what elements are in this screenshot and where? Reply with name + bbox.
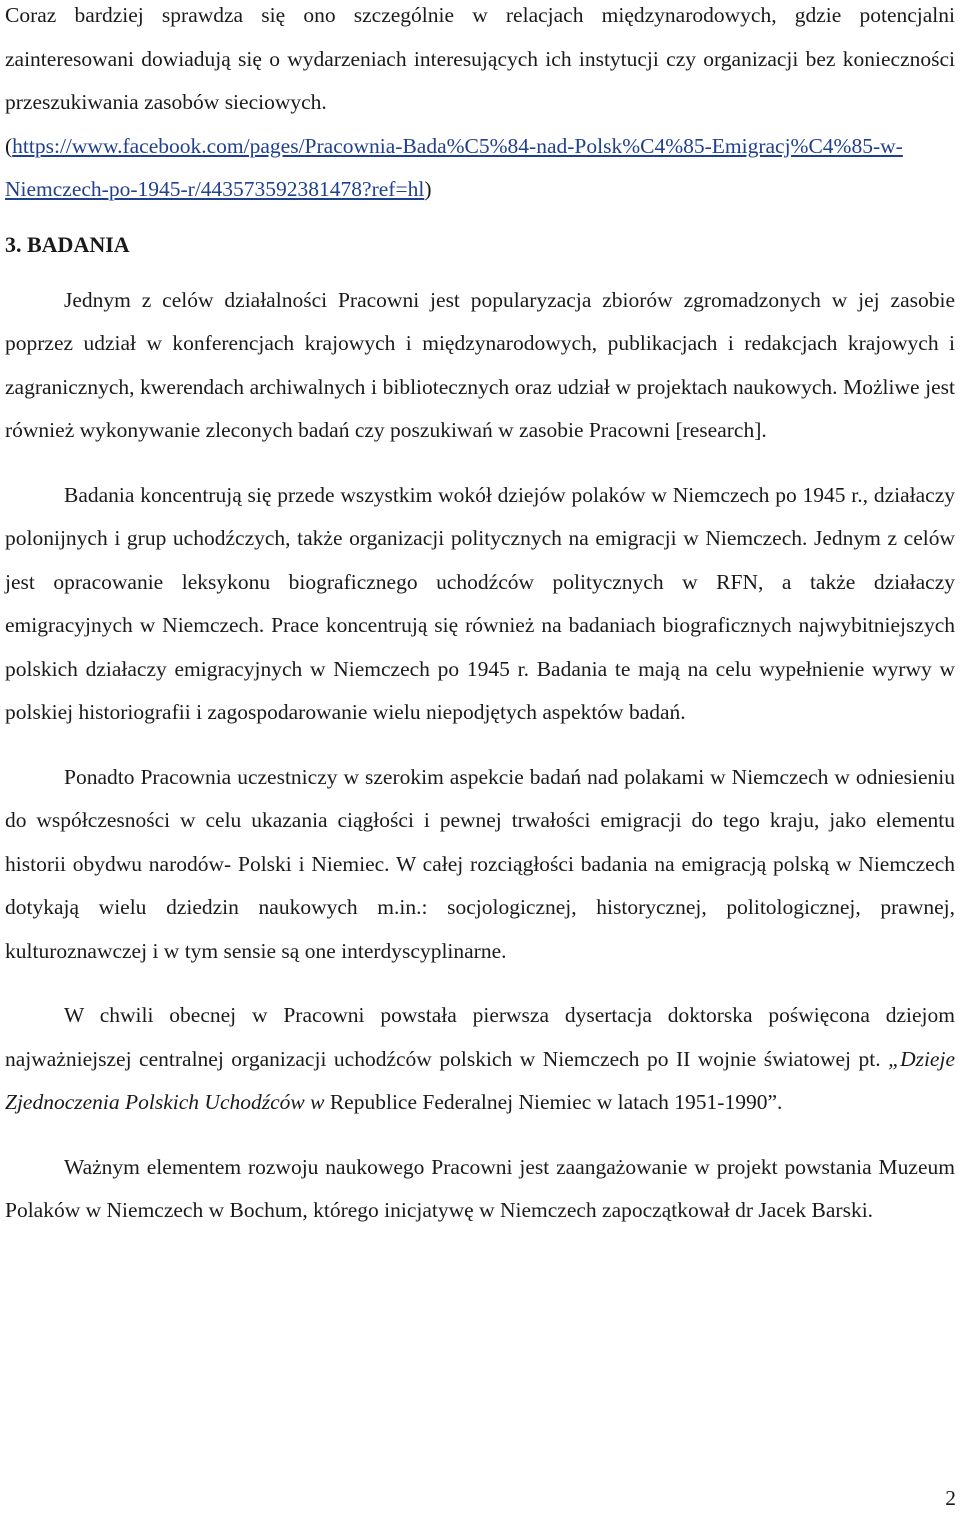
- intro-paragraph: [5, 0, 955, 125]
- dissertation-title: „Dzieje Zjednoczenia Polskich Uchodźców w: [5, 1046, 955, 1114]
- paragraph-popularization: Jednym z celów działalności Pracowni jest popularyzacja zbiorów zgromadzonych w jej zasobie poprzez udział w konferencjach krajowych i międzynarodowych, publikacjach i redakcjach krajowych i zagranicznych, kwerendach archiwalnych i bibliotecznych oraz udział w projektach naukowych. Możliwe jest również wykonywanie zleconych badań czy poszukiwań w zasobie Pracowni [research].: [5, 287, 955, 442]
- facebook-link[interactable]: https://www.facebook.com/pages/Pracownia-Bada%C5%84-nad-Polsk%C4%85-Emigracj%C4%85-w-Niemczech-po-1945-r/443573592381478?ref=hl: [5, 133, 903, 201]
- page-number: 2: [945, 1486, 956, 1510]
- source-link-paragraph: [5, 125, 955, 212]
- dissertation-text-before: W chwili obecnej w Pracowni powstała pierwsza dysertacja doktorska poświęcona dziejom najważniejszej centralnej organizacji uchodźców polskich w Niemczech po II wojnie światowej pt.: [5, 1003, 955, 1071]
- paragraph-museum-project: Ważnym elementem rozwoju naukowego Pracowni jest zaangażowanie w projekt powstania Muzeum Polaków w Niemczech w Bochum, którego inicjatywę w Niemczech zapoczątkował dr Jacek Barski.: [5, 1154, 955, 1222]
- document-page: [5, 0, 955, 1233]
- paragraph-dissertation: [5, 994, 955, 1125]
- section-heading: 3. BADANIA: [5, 231, 130, 257]
- paragraph-research-focus: Badania koncentrują się przede wszystkim wokół dziejów polaków w Niemczech po 1945 r., działaczy polonijnych i grup uchodźczych, także organizacji politycznych na emigracji w Niemczech. Jednym z celów jest opracowanie leksykonu biograficznego uchodźców politycznych w RFN, a także działaczy emigracyjnych w Niemczech. Prace koncentrują się również na badaniach biograficznych najwybitniejszych polskich działaczy emigracyjnych w Niemczech po 1945 r. Badania te mają na celu wypełnienie wyrwy w polskiej historiografii i zagospodarowanie wielu niepodjętych aspektów badań.: [5, 482, 955, 724]
- dissertation-text-after: Republice Federalnej Niemiec w latach 1951-1990”.: [324, 1090, 783, 1114]
- link-open-paren: (: [5, 133, 13, 158]
- paragraph-interdisciplinary: Ponadto Pracownia uczestniczy w szerokim aspekcie badań nad polakami w Niemczech w odniesieniu do współczesności w celu ukazania ciągłości i pewnej trwałości emigracji do tego kraju, jako elementu historii obydwu narodów- Polski i Niemiec. W całej rozciągłości badania na emigracją polską w Niemczech dotykają wielu dziedzin naukowych m.in.: socjologicznej, historycznej, politologicznej, prawnej, kulturoznawczej i w tym sensie są one interdyscyplinarne.: [5, 764, 955, 963]
- intro-text: Coraz bardziej sprawdza się ono szczególnie w relacjach międzynarodowych, gdzie potencjalni zainteresowani dowiadują się o wydarzeniach interesujących ich instytucji czy organizacji bez konieczności przeszukiwania zasobów sieciowych.: [5, 3, 955, 114]
- link-close-paren: ): [424, 177, 432, 201]
